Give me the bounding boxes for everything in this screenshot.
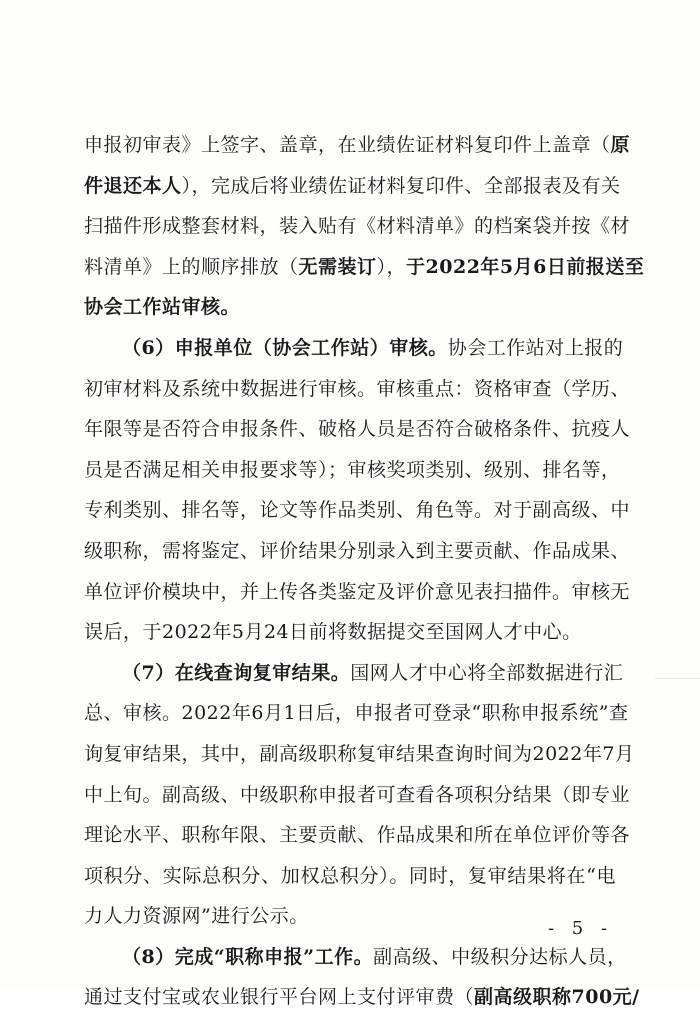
text-run: 协会工作站对上报的	[447, 336, 624, 359]
text-run: 副高级、中级积分达标人员，	[373, 945, 627, 968]
section-heading-8: （8）完成“职称申报”工作。	[122, 945, 374, 968]
text-run: 总、审核。2022年6月1日后，申报者可登录“职称申报系统”查	[84, 702, 629, 725]
text-run: ），	[376, 255, 407, 278]
text-line	[84, 734, 635, 775]
scan-edge-mark	[655, 678, 700, 679]
text-run: 专利类别、排名等，论文等作品类别、角色等。对于副高级、中	[84, 499, 631, 522]
text-run: 通过支付宝或农业银行平台网上支付评审费（	[84, 986, 475, 1009]
page-number: - 5 -	[548, 918, 614, 939]
text-run: 单位评价模块中，并上传各类鉴定及评价意见表扫描件。审核无	[84, 580, 631, 603]
text-line	[84, 977, 640, 1018]
section-heading-7: （7）在线查询复审结果。	[122, 661, 351, 684]
text-line	[84, 937, 627, 978]
paragraph-unit-review	[84, 328, 631, 653]
section-heading-6: （6）申报单位（协会工作站）审核。	[122, 336, 448, 359]
text-run: 料清单》上的顺序排放（	[84, 255, 299, 278]
text-line	[84, 287, 616, 328]
text-line	[84, 775, 631, 816]
text-line	[84, 531, 631, 572]
text-run: 初审材料及系统中数据进行审核。审核重点：资格审查（学历、	[84, 377, 631, 400]
text-line	[84, 450, 621, 491]
paragraph-material-submission	[84, 125, 645, 328]
document-body	[84, 125, 645, 1018]
bold-text-run: 协会工作站审核。	[84, 296, 241, 319]
text-run: 理论水平、职称年限、主要贡献、作品成果和所在单位评价等各	[84, 824, 631, 847]
text-line	[84, 653, 624, 694]
text-line	[84, 328, 624, 369]
text-run: 误后，于2022年5月24日前将数据提交至国网人才中心。	[84, 621, 582, 644]
text-line	[84, 572, 631, 613]
text-run: 员是否满足相关申报要求等）；审核奖项类别、级别、排名等，	[84, 458, 621, 481]
bold-text-run: 原	[610, 134, 631, 156]
text-run: 中上旬。副高级、中级职称申报者可查看各项积分结果（即专业	[84, 783, 631, 806]
text-run: 年限等是否符合申报条件、破格人员是否符合破格条件、抗疫人	[84, 418, 631, 441]
text-line	[84, 896, 616, 937]
text-line	[84, 490, 631, 531]
text-run: 项积分、实际总积分、加权总积分）。同时，复审结果将在“电	[84, 864, 616, 887]
text-line	[84, 693, 629, 734]
text-run: 国网人才中心将全部数据进行汇	[350, 661, 624, 684]
paragraph-online-query	[84, 653, 635, 937]
bold-text-run: 件退还本人	[84, 174, 182, 197]
text-line	[84, 166, 621, 207]
text-line	[84, 247, 645, 288]
text-run: 力人力资源网”进行公示。	[84, 905, 309, 928]
text-line	[84, 125, 631, 166]
bold-text-run: 无需装订	[298, 255, 377, 278]
bold-text-run: 于2022年5月6日前报送至	[406, 255, 645, 278]
text-run: 询复审结果，其中，副高级职称复审结果查询时间为2022年7月	[84, 742, 635, 765]
paragraph-complete-application	[84, 937, 640, 1018]
text-run: 申报初审表》上签字、盖章，在业绩佐证材料复印件上盖章（	[84, 134, 611, 156]
text-run: 级职称，需将鉴定、评价结果分别录入到主要贡献、作品成果、	[84, 539, 631, 562]
text-line	[84, 409, 631, 450]
text-line	[84, 369, 631, 410]
text-line	[84, 815, 631, 856]
text-line	[84, 206, 631, 247]
text-run: ），完成后将业绩佐证材料复印件、全部报表及有关	[181, 174, 621, 197]
bold-text-run: 副高级职称700元/	[474, 986, 640, 1009]
text-line	[84, 856, 616, 897]
text-line	[84, 612, 616, 653]
text-run: 扫描件形成整套材料，装入贴有《材料清单》的档案袋并按《材	[84, 215, 631, 238]
